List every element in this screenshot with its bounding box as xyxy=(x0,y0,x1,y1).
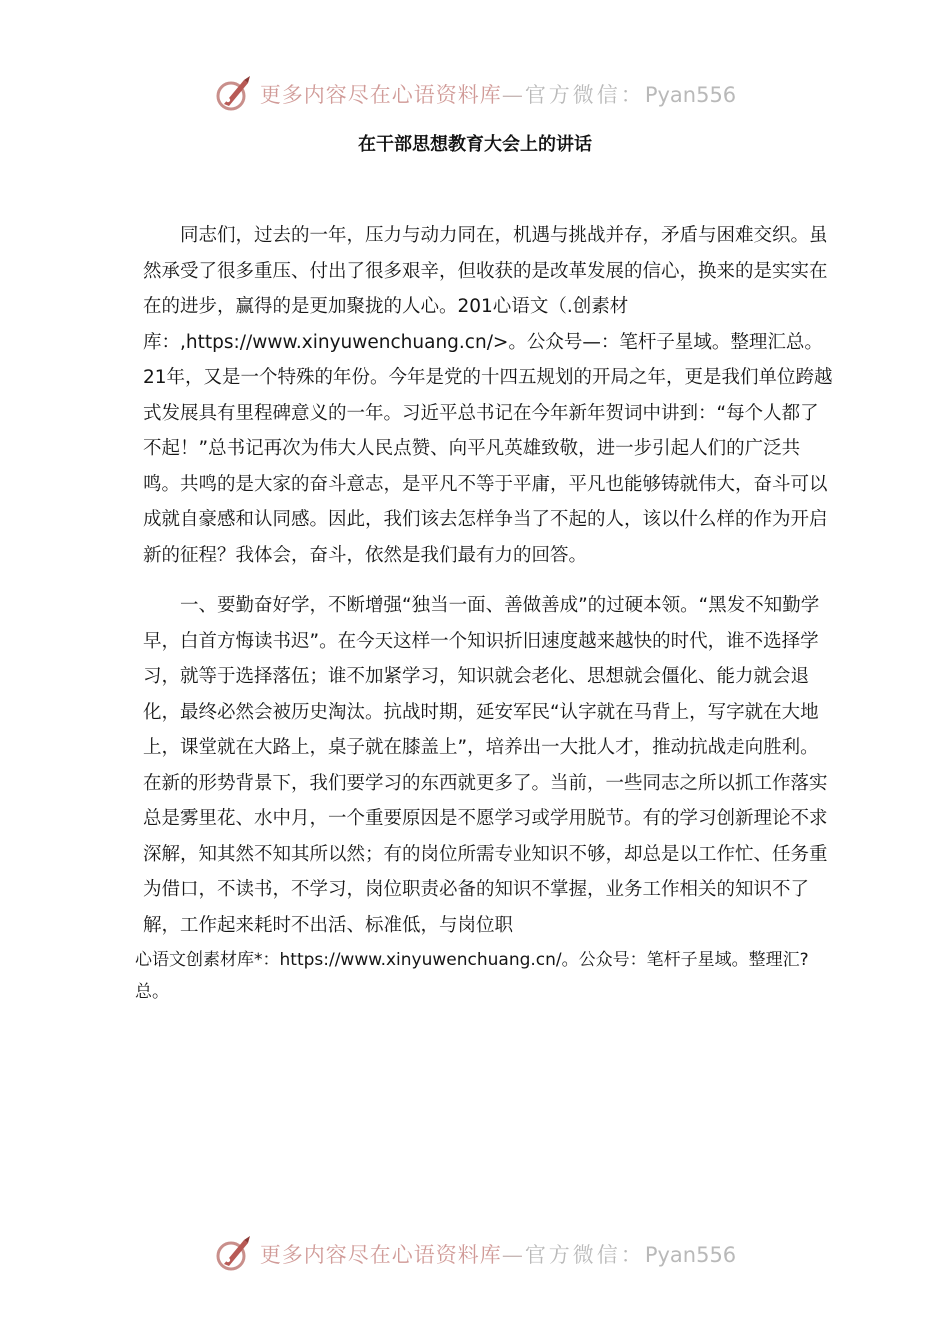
paragraph-2 xyxy=(143,588,833,943)
watermark-text xyxy=(260,1239,736,1269)
footer-watermark xyxy=(0,1230,950,1278)
header-watermark xyxy=(0,70,950,118)
watermark-separator: — xyxy=(501,1243,525,1267)
watermark-wechat-id: Pyan556 xyxy=(644,1243,737,1267)
document-title: 在干部思想教育大会上的讲话 xyxy=(358,134,592,155)
paragraph-1-text: 同志们，过去的一年，压力与动力同在，机遇与挑战并存，矛盾与困难交织。虽然承受了很多重压、付出了很多艰辛，但收获的是改革发展的信心，换来的是实实在在的进步，赢得的是更加聚拢的人心。201心语文（.创素材库：,https://www.xinyuwenchuang.cn/>。公众号—：笔杆子星域。整理汇总。21年，又是一个特殊的年份。今年是党的十四五规划的开局之年，更是我们单位跨越式发展具有里程碑意义的一年。习近平总书记在今年新年贺词中讲到：“每个人都了不起！”总书记再次为伟大人民点赞、向平凡英雄致敬，进一步引起人们的广泛共鸣。共鸣的是大家的奋斗意志，是平凡不等于平庸，平凡也能够铸就伟大，奋斗可以成就自豪感和认同感。因此，我们该去怎样争当了不起的人，该以什么样的作为开启新的征程？我体会，奋斗，依然是我们最有力的回答。 xyxy=(143,225,833,566)
watermark-text xyxy=(260,79,736,109)
watermark-wechat-label: 官方微信： xyxy=(524,83,645,107)
source-note: 心语文创素材库*：https://www.xinyuwenchuang.cn/。公众号：笔杆子星域。整理汇?总。 xyxy=(135,950,809,1002)
quill-pen-logo-icon xyxy=(214,1234,254,1274)
quill-pen-logo-icon xyxy=(214,74,254,114)
watermark-wechat-id: Pyan556 xyxy=(644,83,737,107)
watermark-separator: — xyxy=(501,83,525,107)
watermark-main: 更多内容尽在心语资料库 xyxy=(259,1243,502,1267)
paragraph-1 xyxy=(143,218,833,573)
watermark-main: 更多内容尽在心语资料库 xyxy=(259,83,502,107)
paragraph-2-text: 一、要勤奋好学，不断增强“独当一面、善做善成”的过硬本领。“黑发不知勤学早，白首方悔读书迟”。在今天这样一个知识折旧速度越来越快的时代，谁不选择学习，就等于选择落伍；谁不加紧学习，知识就会老化、思想就会僵化、能力就会退化，最终必然会被历史淘汰。抗战时期，延安军民“认字就在马背上，写字就在大地上，课堂就在大路上，桌子就在膝盖上”，培养出一大批人才，推动抗战走向胜利。在新的形势背景下，我们要学习的东西就更多了。当前，一些同志之所以抓工作落实总是雾里花、水中月，一个重要原因是不愿学习或学用脱节。有的学习创新理论不求深解，知其然不知其所以然；有的岗位所需专业知识不够，却总是以工作忙、任务重为借口，不读书，不学习，岗位职责必备的知识不掌握，业务工作相关的知识不了解，工作起来耗时不出活、标准低，与岗位职 xyxy=(143,595,828,936)
watermark-wechat-label: 官方微信： xyxy=(524,1243,645,1267)
